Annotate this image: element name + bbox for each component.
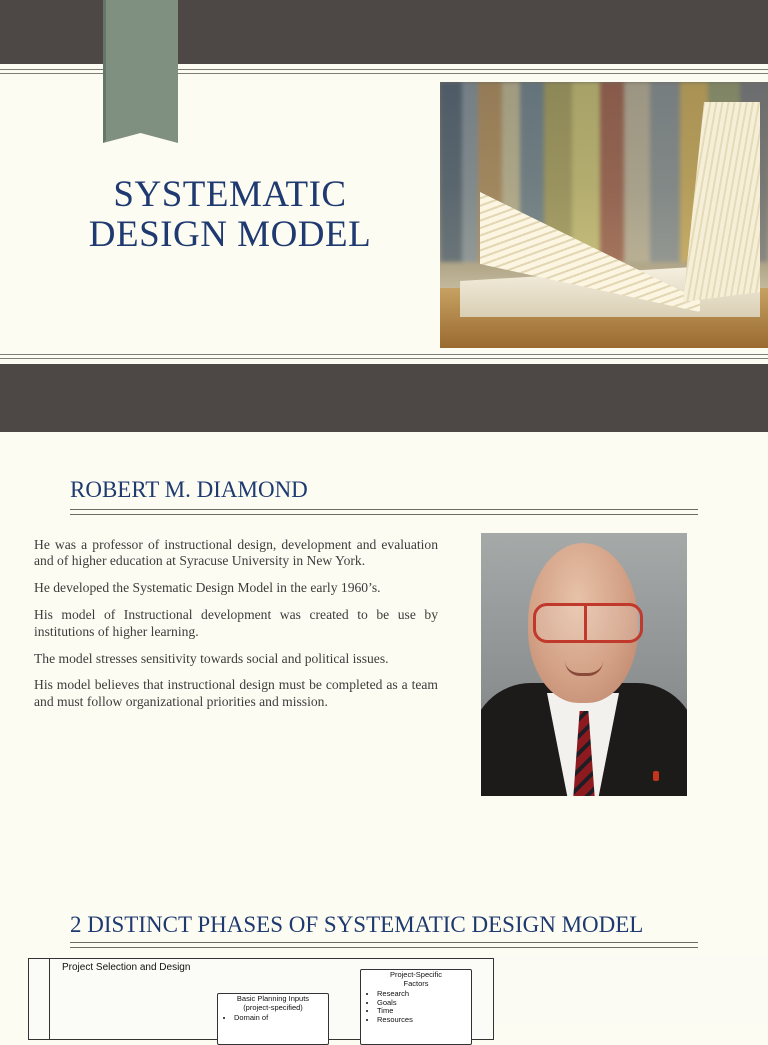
bio-paragraph-2: He developed the Systematic Design Model in the early 1960’s. <box>34 580 381 596</box>
biography-text <box>34 537 438 721</box>
planning-title-1: Basic Planning Inputs <box>236 994 310 1003</box>
diagram-section-label: Project Selection and Design <box>62 962 191 973</box>
portrait-lapel-pin <box>653 771 659 781</box>
factors-item: • Goals <box>377 999 471 1008</box>
planning-list <box>228 1014 328 1023</box>
factors-item: • Research <box>377 990 471 999</box>
factors-list <box>371 990 471 1024</box>
phases-diagram <box>28 958 494 1040</box>
factors-item: • Time <box>377 1007 471 1016</box>
planning-inputs-box <box>217 993 329 1045</box>
slide-title <box>60 175 400 255</box>
bottom-rule-1 <box>0 354 768 355</box>
title-line-1: SYSTEMATIC <box>113 174 347 215</box>
planning-title-2: (project-specified) <box>243 1003 303 1012</box>
section-heading-phases: 2 DISTINCT PHASES OF SYSTEMATIC DESIGN MODEL <box>70 912 644 937</box>
planning-item: • Domain of <box>234 1014 328 1023</box>
diagram-left-border <box>49 959 50 1039</box>
bio-paragraph-4: The model stresses sensitivity towards social and political issues. <box>34 650 389 666</box>
factors-item: • Resources <box>377 1016 471 1025</box>
heading-rule <box>70 509 698 515</box>
diagram-background <box>492 956 768 1024</box>
factors-title-2: Factors <box>403 979 429 988</box>
portrait-photo <box>481 533 687 796</box>
bio-paragraph-5: His model believes that instructional design must be completed as a team and must follow organizational priorities and mission. <box>34 677 438 709</box>
project-factors-box <box>360 969 472 1045</box>
bio-paragraph-1: He was a professor of instructional design, development and evaluation and of higher education at Syracuse University in New York. <box>34 537 438 569</box>
bio-paragraph-3: His model of Instructional development was created to be use by institutions of higher learning. <box>34 607 438 639</box>
factors-title-1: Project-Specific <box>389 970 443 979</box>
open-book-image <box>440 82 768 348</box>
bottom-band <box>0 364 768 432</box>
phases-heading-rule <box>70 942 698 948</box>
section-heading-diamond: ROBERT M. DIAMOND <box>70 477 308 502</box>
title-line-2: DESIGN MODEL <box>88 214 372 255</box>
portrait-glasses <box>533 603 643 643</box>
bottom-rule-2 <box>0 358 768 359</box>
bookmark-ribbon <box>103 0 178 143</box>
